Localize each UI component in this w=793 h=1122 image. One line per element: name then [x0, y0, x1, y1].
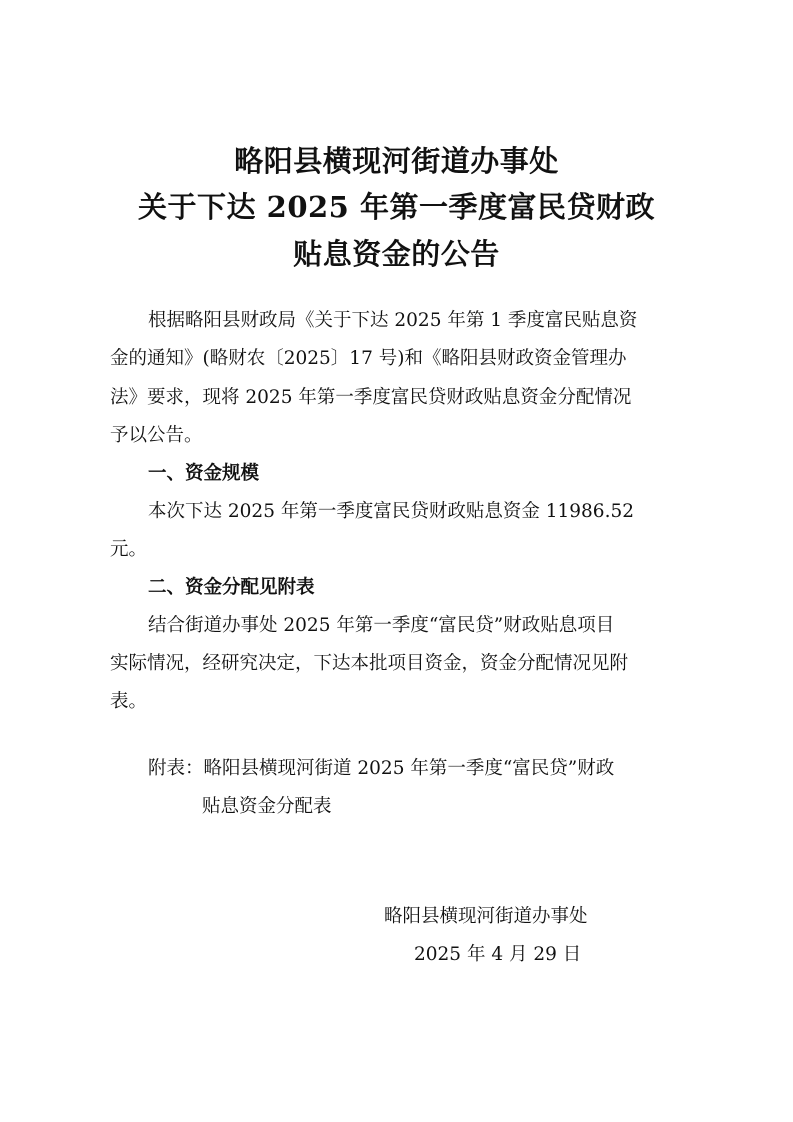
intro-line-3: 法》要求，现将 2025 年第一季度富民贷财政贴息资金分配情况 [110, 387, 632, 408]
section2-line-2: 实际情况，经研究决定，下达本批项目资金，资金分配情况见附 [110, 653, 629, 674]
attachment-line-1: 附表：略阳县横现河街道 2025 年第一季度“富民贷”财政 [148, 758, 615, 779]
signature-org: 略阳县横现河街道办事处 [384, 906, 588, 927]
document-title-line-2: 关于下达 2025 年第一季度富民贷财政 [138, 190, 655, 224]
intro-line-4: 予以公告。 [110, 425, 203, 446]
document-title-line-1: 略阳县横现河街道办事处 [234, 144, 559, 178]
intro-line-1: 根据略阳县财政局《关于下达 2025 年第 1 季度富民贴息资 [148, 310, 638, 331]
section1-line-1: 本次下达 2025 年第一季度富民贷财政贴息资金 11986.52 [148, 501, 634, 522]
section1-heading: 一、资金规模 [148, 463, 260, 484]
section2-line-1: 结合街道办事处 2025 年第一季度“富民贷”财政贴息项目 [148, 615, 615, 636]
document-title-line-3: 贴息资金的公告 [293, 237, 500, 271]
section1-line-2: 元。 [110, 539, 148, 560]
section2-heading: 二、资金分配见附表 [148, 577, 315, 598]
signature-date: 2025 年 4 月 29 日 [414, 944, 582, 965]
section2-line-3: 表。 [110, 691, 148, 712]
attachment-line-2: 贴息资金分配表 [202, 796, 332, 817]
intro-line-2: 金的通知》(略财农〔2025〕17 号)和《略阳县财政资金管理办 [110, 348, 627, 369]
